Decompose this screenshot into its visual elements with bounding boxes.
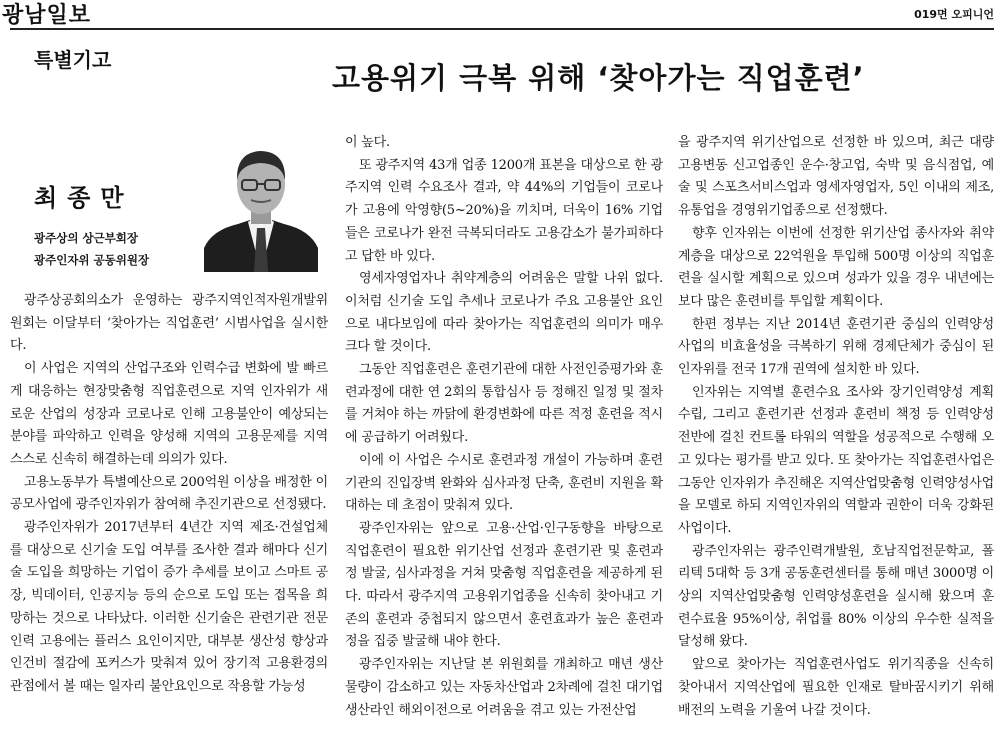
paragraph: 영세자영업자나 취약계층의 어려움은 말할 나위 없다. 이처럼 신기술 도입 추세나 코로나가 주요 고용불안 요인으로 내다보임에 따라 찾아가는 직업훈련의 의미가 매우 크다 할 것이다. [345, 271, 663, 355]
paragraph: 이 높다. [345, 135, 390, 150]
paragraph: 그동안 직업훈련은 훈련기관에 대한 사전인증평가와 훈련과정에 대한 연 2회의 통합심사 등 정해진 일정 및 절차를 거쳐야 하는 까닭에 환경변화에 따른 적정 훈련을 적시에 공급하기 어려웠다. [345, 362, 663, 446]
article-column-1 [10, 290, 328, 699]
paragraph: 이에 이 사업은 수시로 훈련과정 개설이 가능하며 훈련기관의 진입장벽 완화와 심사과정 단축, 훈련비 지원을 확대하는 데 초점이 맞춰져 있다. [345, 452, 663, 514]
paragraph: 이 사업은 지역의 산업구조와 인력수급 변화에 발 빠르게 대응하는 현장맞춤형 직업훈련으로 지역 인자위가 새로운 산업의 성장과 코로나로 인해 고용불안이 예상되는 분야를 파악하고 인력을 양성해 지역의 고용문제를 지역 스스로 신속히 해결하는데 의의가 있다. [10, 361, 328, 467]
author-photo [204, 144, 318, 272]
paragraph: 앞으로 찾아가는 직업훈련사업도 위기직종을 신속히 찾아내서 지역산업에 필요한 인재로 탈바꿈시키기 위해 배전의 노력을 기울여 나갈 것이다. [678, 657, 994, 718]
author-role-2: 광주인자위 공동위원장 [34, 253, 150, 267]
author-role-1: 광주상의 상근부회장 [34, 231, 138, 245]
newspaper-logo: 광남일보 [2, 3, 92, 28]
page-info: 019면 오피니언 [914, 8, 994, 21]
paragraph: 고용노동부가 특별예산으로 200억원 이상을 배정한 이 공모사업에 광주인자위가 참여해 추진기관으로 선정됐다. [10, 474, 328, 513]
author-byline [34, 178, 149, 271]
paragraph: 광주인자위는 광주인력개발원, 호남직업전문학교, 폴리텍 5대학 등 3개 공동훈련센터를 통해 매년 3000명 이상의 지역산업맞춤형 인력양성훈련을 실시해 왔으며 훈련수료율 95%이상, 취업률 80% 이상의 우수한 실적을 달성해 왔다. [678, 543, 994, 650]
article-column-2 [345, 132, 663, 722]
paragraph: 한편 정부는 지난 2014년 훈련기관 중심의 인력양성사업의 비효율성을 극복하기 위해 경제단체가 중심이 된 인자위를 전국 17개 권역에 설치한 바 있다. [678, 316, 994, 378]
paragraph: 광주인자위는 앞으로 고용·산업·인구동향을 바탕으로 직업훈련이 필요한 위기산업 선정과 훈련기관 및 훈련과정 발굴, 심사과정을 거쳐 맞춤형 직업훈련을 제공하게 된다. 따라서 광주지역 고용위기업종을 신속히 찾아내고 기존의 훈련과 중첩되지 않으면서 훈련효과가 높은 훈련과정을 집중 발굴해 내야 한다. [345, 520, 663, 650]
paragraph: 인자위는 지역별 훈련수요 조사와 장기인력양성 계획 수립, 그리고 훈련기관 선정과 훈련비 책정 등 인력양성 전반에 걸친 컨트롤 타워의 역할을 성공적으로 수행해 오고 있다는 평가를 받고 있다. 또 찾아가는 직업훈련사업은 그동안 인자위가 추진해온 지역산업맞춤형 인력양성사업을 모델로 하되 지역인자위의 역할과 권한이 더욱 강화된 사업이다. [678, 384, 994, 536]
article-column-3 [678, 132, 994, 722]
paragraph: 향후 인자위는 이번에 선정한 위기산업 종사자와 취약계층을 대상으로 22억원을 투입해 500명 이상의 직업훈련을 실시할 계획으로 있으며 성과가 있을 경우 내년에는 보다 많은 훈련비를 투입할 계획이다. [678, 225, 994, 309]
paragraph: 또 광주지역 43개 업종 1200개 표본을 대상으로 한 광주지역 인력 수요조사 결과, 약 44%의 기업들이 코로나가 고용에 악영향(5~20%)을 끼치며, 더욱이 16% 기업들은 코로나가 완전 극복되더라도 고용감소가 불가피하다고 답한 바 있다. [345, 157, 663, 264]
headline: 고용위기 극복 위해 ‘찾아가는 직업훈련’ [332, 61, 865, 95]
section-label: 특별기고 [34, 48, 112, 72]
paragraph: 광주인자위가 2017년부터 4년간 지역 제조·건설업체를 대상으로 신기술 도입 여부를 조사한 결과 해마다 신기술 도입을 희망하는 기업이 증가 추세를 보이고 스마트 공장, 빅데이터, 인공지능 등의 순으로 도입 또는 접목을 희망하는 것으로 나타났다. 이러한 신기술은 관련기관 전문인력 고용에는 플러스 요인이지만, 대부분 생산성 향상과 인건비 절감에 포커스가 맞춰져 있어 장기적 고용환경의 관점에서 볼 때는 일자리 불안요인으로 작용할 가능성 [10, 520, 328, 694]
paragraph: 을 광주지역 위기산업으로 선정한 바 있으며, 최근 대량 고용변동 신고업종인 운수·창고업, 숙박 및 음식점업, 예술 및 스포츠서비스업과 영세자영업자, 5인 이내의 제조, 유통업을 경영위기업종으로 선정했다. [678, 135, 994, 219]
author-name: 최종만 [34, 184, 134, 212]
author-roles [34, 227, 149, 271]
masthead [0, 0, 1000, 28]
paragraph: 광주인자위는 지난달 본 위원회를 개최하고 매년 생산물량이 감소하고 있는 자동차산업과 2차례에 걸친 대기업 생산라인 해외이전으로 어려움을 겪고 있는 가전산업 [345, 657, 663, 718]
paragraph: 광주상공회의소가 운영하는 광주지역인적자원개발위원회는 이달부터 ‘찾아가는 직업훈련’ 시범사업을 실시한다. [10, 293, 328, 354]
header-divider [10, 28, 994, 30]
